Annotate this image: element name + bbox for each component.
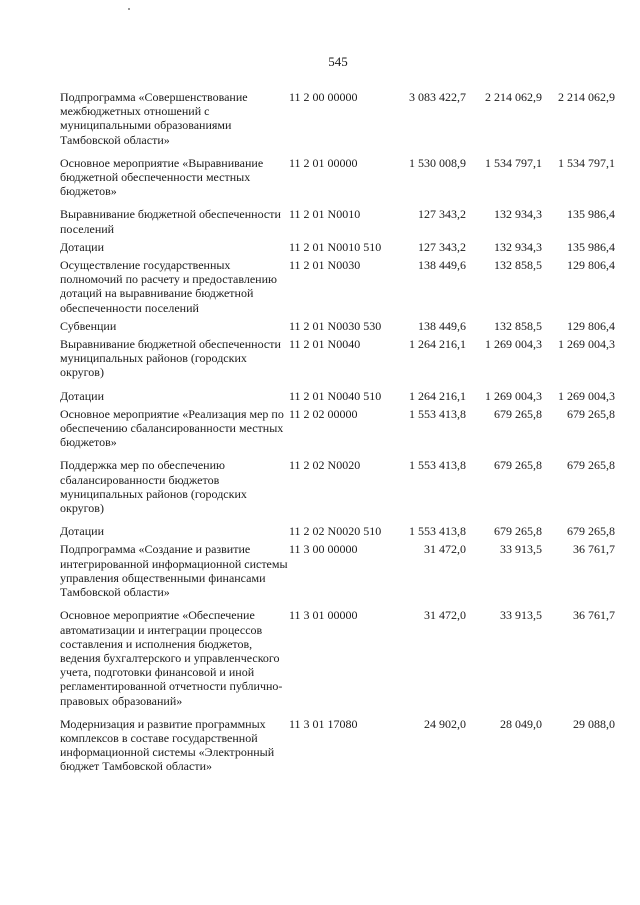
row-code: 11 2 02 N0020 510 <box>289 524 382 539</box>
row-value-1: 31 472,0 <box>424 608 466 623</box>
row-code: 11 2 01 N0030 530 <box>289 318 382 333</box>
table-row <box>60 319 620 333</box>
table-row <box>60 337 620 380</box>
row-value-2: 33 913,5 <box>500 542 542 557</box>
row-code: 11 2 02 00000 <box>289 406 358 421</box>
row-value-1: 138 449,6 <box>418 318 466 333</box>
row-name: Дотации <box>60 524 105 539</box>
row-name: Осуществление государственных полномочий по расчету и предоставлению дотаций на выравнивание бюджетной обеспеченности поселений <box>60 258 277 315</box>
row-name: Основное мероприятие «Обеспечение автоматизации и интеграции процессов составления и исполнения бюджетов, ведения бухгалтерского и управленческого учета, подготовки финансовой и иной регламентированной отчетности публично-правовых образований» <box>60 608 283 708</box>
row-code: 11 2 01 N0040 <box>289 337 361 352</box>
row-value-3: 679 265,8 <box>567 524 615 539</box>
page-number: 545 <box>328 54 348 69</box>
row-value-3: 129 806,4 <box>567 258 615 273</box>
table-row <box>60 407 620 450</box>
table-row <box>60 240 620 254</box>
table-row <box>60 207 620 235</box>
row-value-2: 33 913,5 <box>500 608 542 623</box>
row-name: Выравнивание бюджетной обеспеченности поселений <box>60 207 281 236</box>
row-code: 11 2 01 00000 <box>289 155 358 170</box>
row-value-3: 29 088,0 <box>573 716 615 731</box>
table-row <box>60 90 620 147</box>
row-value-1: 1 553 413,8 <box>409 458 466 473</box>
row-value-1: 31 472,0 <box>424 542 466 557</box>
row-name: Подпрограмма «Создание и развитие интегрированной информационной системы управления общественными финансами Тамбовской области» <box>60 542 288 600</box>
row-name: Субвенции <box>60 318 117 333</box>
row-value-1: 1 264 216,1 <box>409 337 466 352</box>
row-value-2: 28 049,0 <box>500 716 542 731</box>
budget-table <box>60 90 620 778</box>
row-value-3: 1 269 004,3 <box>558 337 615 352</box>
row-value-2: 1 269 004,3 <box>485 337 542 352</box>
table-row <box>60 156 620 199</box>
row-code: 11 2 01 N0010 <box>289 207 361 222</box>
table-row <box>60 258 620 315</box>
row-name: Основное мероприятие «Выравнивание бюджетной обеспеченности местных бюджетов» <box>60 155 264 199</box>
row-value-3: 36 761,7 <box>573 608 615 623</box>
row-value-2: 132 858,5 <box>494 318 542 333</box>
scan-speck <box>128 8 130 10</box>
row-name: Основное мероприятие «Реализация мер по обеспечению сбалансированности местных бюджетов» <box>60 406 284 450</box>
row-value-2: 679 265,8 <box>494 458 542 473</box>
row-code: 11 3 01 17080 <box>289 716 358 731</box>
row-value-3: 129 806,4 <box>567 318 615 333</box>
row-value-3: 36 761,7 <box>573 542 615 557</box>
row-value-3: 679 265,8 <box>567 406 615 421</box>
row-code: 11 2 00 00000 <box>289 90 358 104</box>
row-value-1: 1 530 008,9 <box>409 155 466 170</box>
row-value-3: 135 986,4 <box>567 239 615 254</box>
row-value-2: 679 265,8 <box>494 406 542 421</box>
row-value-2: 132 934,3 <box>494 207 542 222</box>
row-code: 11 3 00 00000 <box>289 542 358 557</box>
row-value-1: 1 553 413,8 <box>409 524 466 539</box>
table-row <box>60 524 620 538</box>
row-value-3: 1 269 004,3 <box>558 388 615 403</box>
row-value-2: 132 934,3 <box>494 239 542 254</box>
row-value-2: 1 534 797,1 <box>485 155 542 170</box>
row-code: 11 2 01 N0030 <box>289 258 361 273</box>
row-name: Дотации <box>60 388 105 403</box>
row-name: Дотации <box>60 239 105 254</box>
table-row <box>60 608 620 707</box>
row-value-1: 1 553 413,8 <box>409 406 466 421</box>
row-value-3: 2 214 062,9 <box>558 90 615 104</box>
row-value-1: 24 902,0 <box>424 716 466 731</box>
row-name: Выравнивание бюджетной обеспеченности муниципальных районов (городских округов) <box>60 337 281 380</box>
row-value-3: 679 265,8 <box>567 458 615 473</box>
row-code: 11 2 01 N0040 510 <box>289 388 382 403</box>
row-code: 11 3 01 00000 <box>289 608 358 623</box>
row-code: 11 2 02 N0020 <box>289 458 361 473</box>
row-value-3: 135 986,4 <box>567 207 615 222</box>
row-value-1: 127 343,2 <box>418 207 466 222</box>
row-value-3: 1 534 797,1 <box>558 155 615 170</box>
table-row <box>60 542 620 599</box>
row-value-2: 132 858,5 <box>494 258 542 273</box>
row-code: 11 2 01 N0010 510 <box>289 239 382 254</box>
table-row <box>60 717 620 774</box>
row-value-2: 1 269 004,3 <box>485 388 542 403</box>
row-name: Подпрограмма «Совершенствование межбюджетных отношений с муниципальными образованиями Тамбовской области» <box>60 90 248 147</box>
row-value-1: 3 083 422,7 <box>409 90 466 104</box>
row-value-2: 2 214 062,9 <box>485 90 542 104</box>
row-value-2: 679 265,8 <box>494 524 542 539</box>
table-row <box>60 458 620 515</box>
table-row <box>60 389 620 403</box>
row-value-1: 127 343,2 <box>418 239 466 254</box>
row-value-1: 138 449,6 <box>418 258 466 273</box>
row-name: Модернизация и развитие программных комплексов в составе государственной информационной системы «Электронный бюджет Тамбовской области» <box>60 716 275 774</box>
row-value-1: 1 264 216,1 <box>409 388 466 403</box>
row-name: Поддержка мер по обеспечению сбалансированности бюджетов муниципальных районов (городских округов) <box>60 458 247 516</box>
